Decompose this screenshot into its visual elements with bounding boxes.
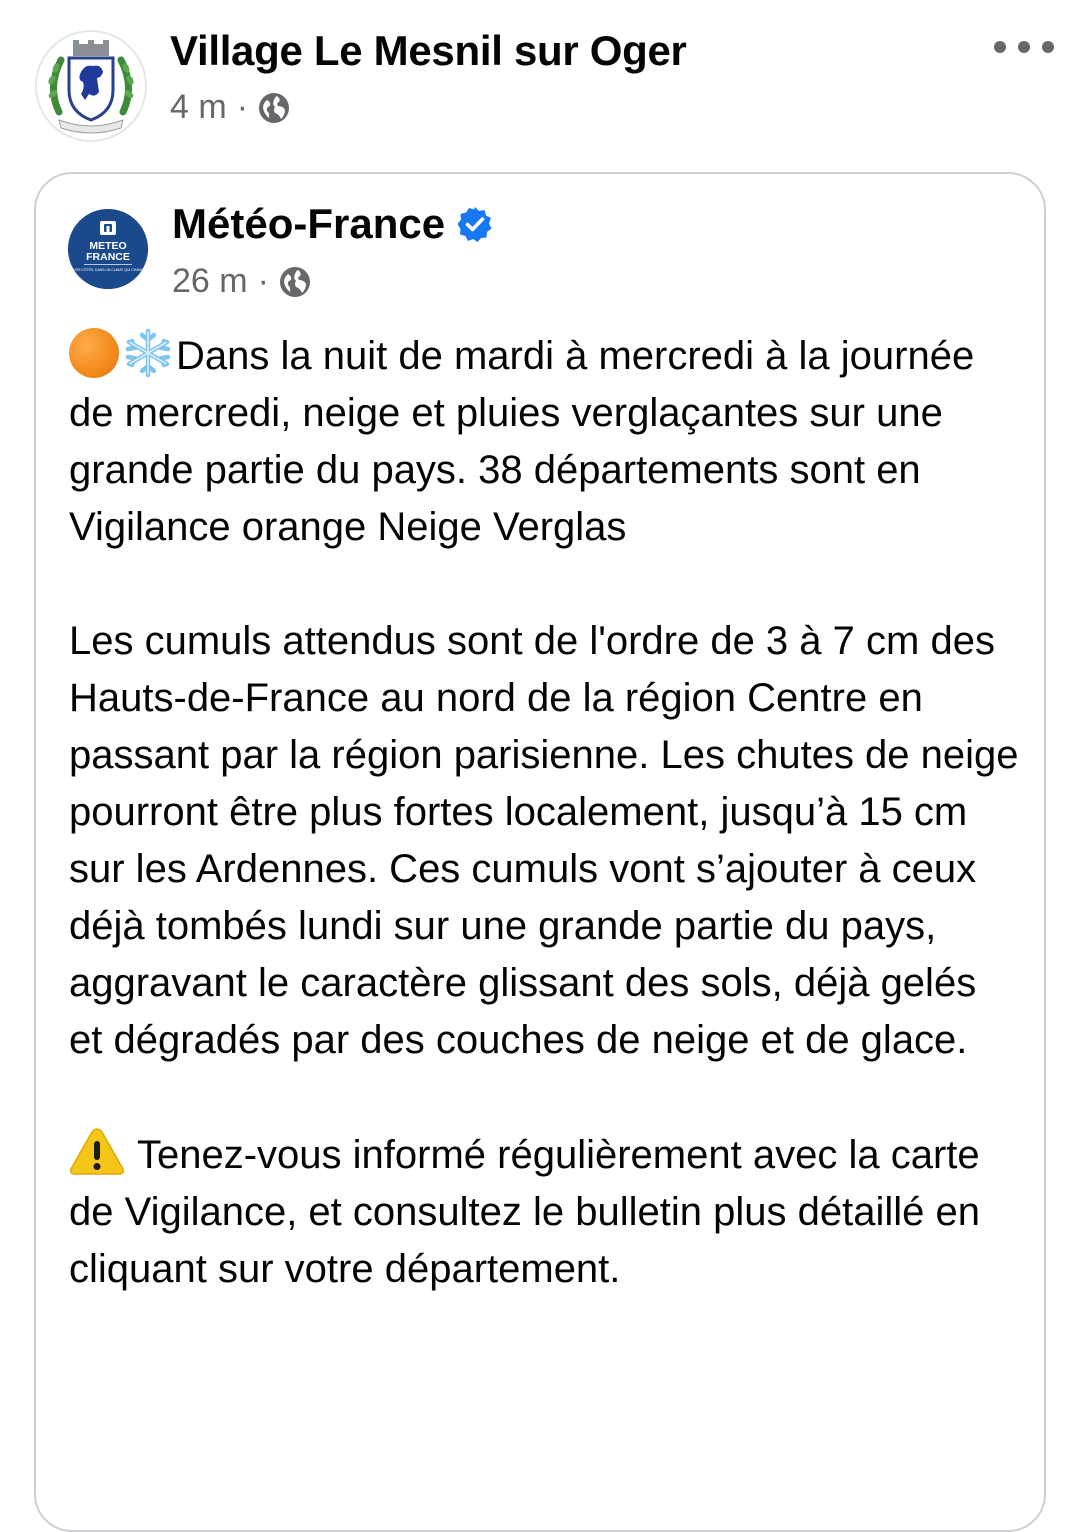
post-paragraph <box>69 327 1019 556</box>
paragraph-text: Les cumuls attendus sont de l'ordre de 3 à 7 cm des Hauts-de-France au nord de la région Centre en passant par la région parisienne. Les chutes de neige pourront être plus fortes localement, jusqu’à 15 cm sur les Ardennes. Ces cumuls vont s’ajouter à ceux déjà tombés lundi sur une grande partie du pays, aggravant le caractère glissant des sols, déjà gelés et dégradés par des couches de neige et de glace. <box>69 619 1019 1062</box>
shared-author <box>172 200 493 248</box>
more-options-icon <box>994 41 1006 53</box>
paragraph-text: Dans la nuit de mardi à mercredi à la journée de mercredi, neige et pluies verglaçantes sur une grande partie du pays. 38 départements sont en Vigilance orange Neige Verglas <box>69 334 975 549</box>
post-meta <box>170 88 290 127</box>
village-avatar[interactable] <box>35 30 147 142</box>
post-paragraph <box>69 1126 1019 1298</box>
meteo-france-logo-icon <box>68 209 148 289</box>
globe-icon[interactable] <box>258 92 290 124</box>
verified-badge-icon <box>457 206 493 242</box>
more-options-dot <box>1018 41 1030 53</box>
shared-post-card[interactable] <box>34 172 1046 1532</box>
post-body <box>69 327 1019 1298</box>
meta-separator: · <box>236 88 249 126</box>
logo-text-line1: METEO <box>89 240 127 252</box>
more-options-dot <box>1042 41 1054 53</box>
orange-circle-icon <box>69 328 119 378</box>
post-header <box>0 0 1080 150</box>
more-options-button[interactable] <box>994 30 1054 64</box>
globe-icon[interactable] <box>279 266 311 298</box>
meta-separator: · <box>257 262 269 300</box>
meteo-france-avatar[interactable] <box>68 209 148 289</box>
paragraph-text: Tenez-vous informé régulièrement avec la carte de Vigilance, et consultez le bulletin plus détaillé en cliquant sur votre département. <box>69 1133 980 1291</box>
snowflake-icon <box>122 327 174 379</box>
logo-tagline: À VOS CÔTÉS, DANS UN CLIMAT QUI CHANGE <box>70 268 146 272</box>
post-paragraph <box>69 613 1019 1069</box>
shared-author-name[interactable]: Météo-France <box>172 200 446 247</box>
shared-meta <box>172 262 311 301</box>
post-timestamp[interactable]: 4 m <box>170 88 227 126</box>
post-author-name[interactable]: Village Le Mesnil sur Oger <box>170 27 687 74</box>
warning-icon <box>69 1126 125 1176</box>
logo-text-line2: FRANCE <box>86 251 130 263</box>
village-coat-of-arms-icon <box>37 32 145 140</box>
shared-timestamp[interactable]: 26 m <box>172 262 248 300</box>
